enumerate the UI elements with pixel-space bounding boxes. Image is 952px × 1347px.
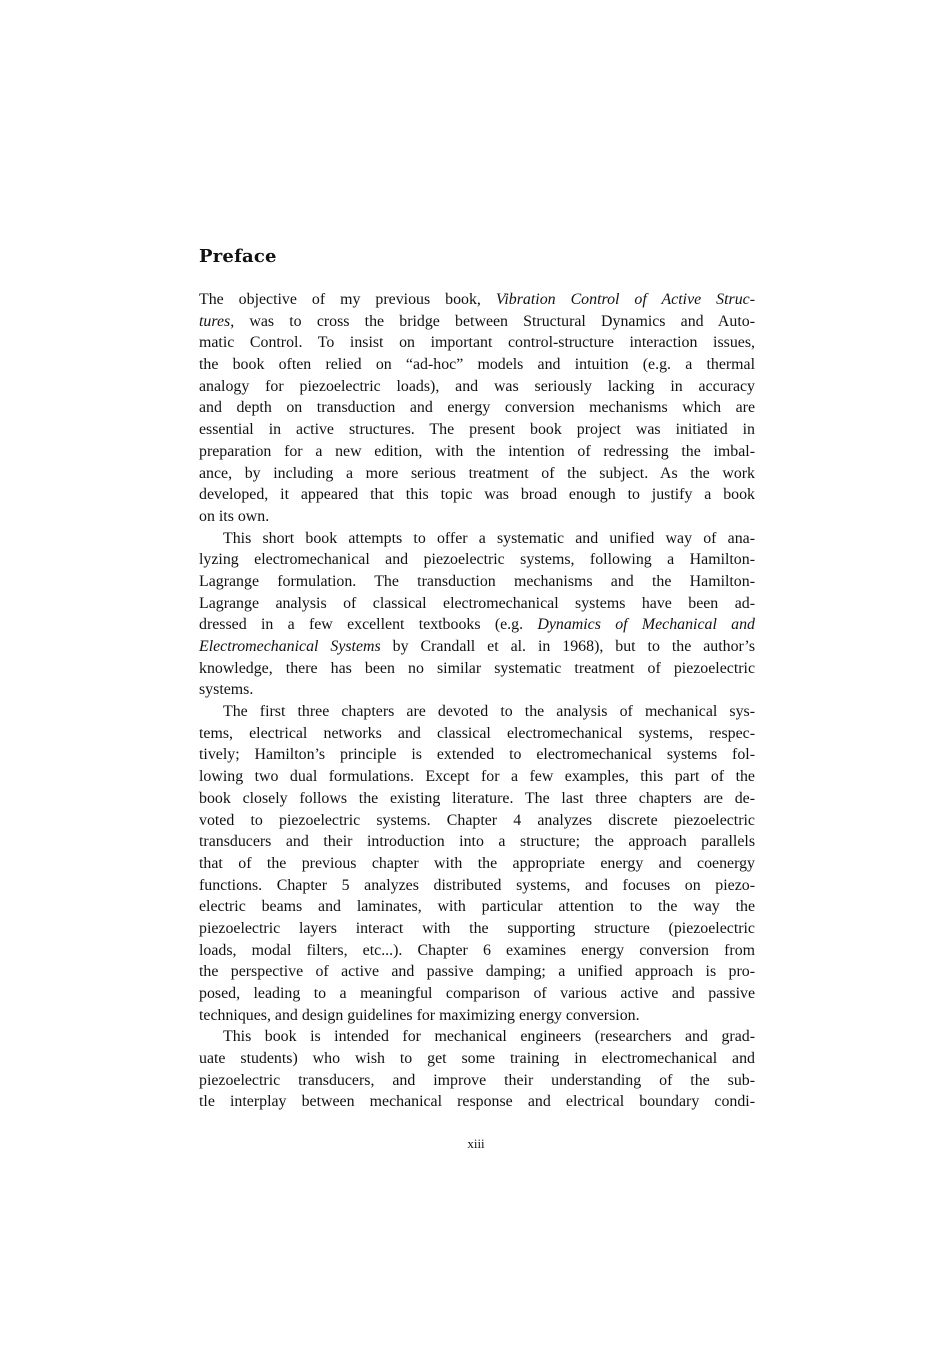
text-line: [199, 853, 755, 875]
text-line: [199, 744, 755, 766]
text-line: [199, 831, 755, 853]
text-line: [199, 766, 755, 788]
text-run: matic Control. To insist on important control-structure interaction issues,: [199, 334, 755, 352]
text-run: developed, it appeared that this topic was broad enough to justify a book: [199, 486, 755, 504]
text-run: electric beams and laminates, with particular attention to the way the: [199, 898, 755, 916]
text-line: [199, 332, 755, 354]
text-run: The first three chapters are devoted to the analysis of mechanical sys-: [223, 703, 755, 721]
text-run: the perspective of active and passive damping; a unified approach is pro-: [199, 963, 755, 981]
italic-title-run: Vibration Control of Active Struc-: [495, 291, 755, 308]
italic-title-run: Electromechanical Systems: [199, 638, 381, 655]
text-run: voted to piezoelectric systems. Chapter 4 analyzes discrete piezoelectric: [199, 811, 755, 829]
text-run: and depth on transduction and energy conversion mechanisms which are: [199, 399, 755, 417]
text-line: [199, 571, 755, 593]
text-run: that of the previous chapter with the appropriate energy and coenergy: [199, 854, 755, 872]
text-run: tively; Hamilton’s principle is extended to electromechanical systems fol-: [199, 746, 755, 764]
text-run: functions. Chapter 5 analyzes distributed systems, and focuses on piezo-: [199, 876, 755, 894]
text-line: [199, 896, 755, 918]
text-run: lowing two dual formulations. Except for a few examples, this part of the: [199, 768, 755, 786]
text-run: essential in active structures. The present book project was initiated in: [199, 421, 755, 439]
text-run: Lagrange formulation. The transduction mechanisms and the Hamilton-: [199, 572, 755, 590]
text-line: [199, 614, 755, 636]
text-line: [199, 1026, 755, 1048]
text-line: [199, 701, 755, 723]
text-line: [199, 376, 755, 398]
page-number: xiii: [467, 1136, 485, 1151]
italic-title-run: tures: [199, 312, 231, 330]
text-line: [199, 983, 755, 1005]
text-line: [199, 311, 755, 333]
section-heading: Preface: [199, 246, 277, 267]
text-line: [199, 463, 755, 485]
text-line: [199, 593, 755, 615]
text-run: knowledge, there has been no similar systematic treatment of piezoelectric: [199, 659, 755, 677]
text-run: loads, modal filters, etc...). Chapter 6 examines energy conversion from: [199, 941, 755, 959]
text-line: [199, 354, 755, 376]
text-line: [199, 506, 755, 528]
text-run: uate students) who wish to get some training in electromechanical and: [199, 1050, 755, 1068]
text-line: [199, 1070, 755, 1092]
text-line: [199, 918, 755, 940]
text-run: techniques, and design guidelines for maximizing energy conversion.: [199, 1006, 640, 1024]
text-run: tems, electrical networks and classical electromechanical systems, respec-: [199, 724, 755, 742]
text-run: systems.: [199, 681, 254, 699]
italic-title-run: Dynamics of Mechanical and: [537, 616, 756, 634]
text-line: [199, 961, 755, 983]
text-run: the book often relied on “ad-hoc” models and intuition (e.g. a thermal: [199, 356, 755, 374]
text-run: transducers and their introduction into a structure; the approach parallels: [199, 833, 755, 851]
text-run: This short book attempts to offer a systematic and unified way of ana-: [223, 529, 755, 547]
text-line: [199, 289, 755, 311]
text-run: This book is intended for mechanical engineers (researchers and grad-: [223, 1028, 755, 1046]
text-line: [199, 679, 755, 701]
text-line: [199, 1048, 755, 1070]
text-run: dressed in a few excellent textbooks (e.g.: [199, 616, 538, 634]
text-run: piezoelectric layers interact with the supporting structure (piezoelectric: [199, 919, 755, 937]
preface-body: [199, 289, 755, 1113]
text-line: [199, 810, 755, 832]
text-line: [199, 875, 755, 897]
text-line: [199, 528, 755, 550]
text-run: piezoelectric transducers, and improve their understanding of the sub-: [199, 1071, 755, 1089]
text-line: [199, 397, 755, 419]
text-run: preparation for a new edition, with the intention of redressing the imbal-: [199, 442, 755, 460]
text-line: [199, 441, 755, 463]
text-line: [199, 484, 755, 506]
text-line: [199, 636, 755, 658]
text-run: on its own.: [199, 507, 270, 525]
text-run: analogy for piezoelectric loads), and was seriously lacking in accuracy: [199, 377, 755, 395]
text-run: lyzing electromechanical and piezoelectric systems, following a Hamilton-: [199, 551, 755, 569]
text-run: posed, leading to a meaningful comparison of various active and passive: [199, 985, 755, 1002]
text-line: [199, 658, 755, 680]
text-line: [199, 1091, 755, 1113]
text-line: [199, 723, 755, 745]
text-line: [199, 1005, 755, 1027]
text-run: tle interplay between mechanical response and electrical boundary condi-: [199, 1093, 755, 1111]
text-line: [199, 788, 755, 810]
text-run: Lagrange analysis of classical electromechanical systems have been ad-: [199, 594, 755, 612]
text-run: ance, by including a more serious treatment of the subject. As the work: [199, 464, 755, 482]
text-run: by Crandall et al. in 1968), but to the author’s: [380, 638, 756, 655]
text-line: [199, 419, 755, 441]
text-line: [199, 940, 755, 962]
text-run: The objective of my previous book,: [199, 291, 496, 308]
text-line: [199, 549, 755, 571]
text-run: , was to cross the bridge between Structural Dynamics and Auto-: [230, 312, 755, 330]
text-run: book closely follows the existing literature. The last three chapters are de-: [199, 789, 755, 807]
